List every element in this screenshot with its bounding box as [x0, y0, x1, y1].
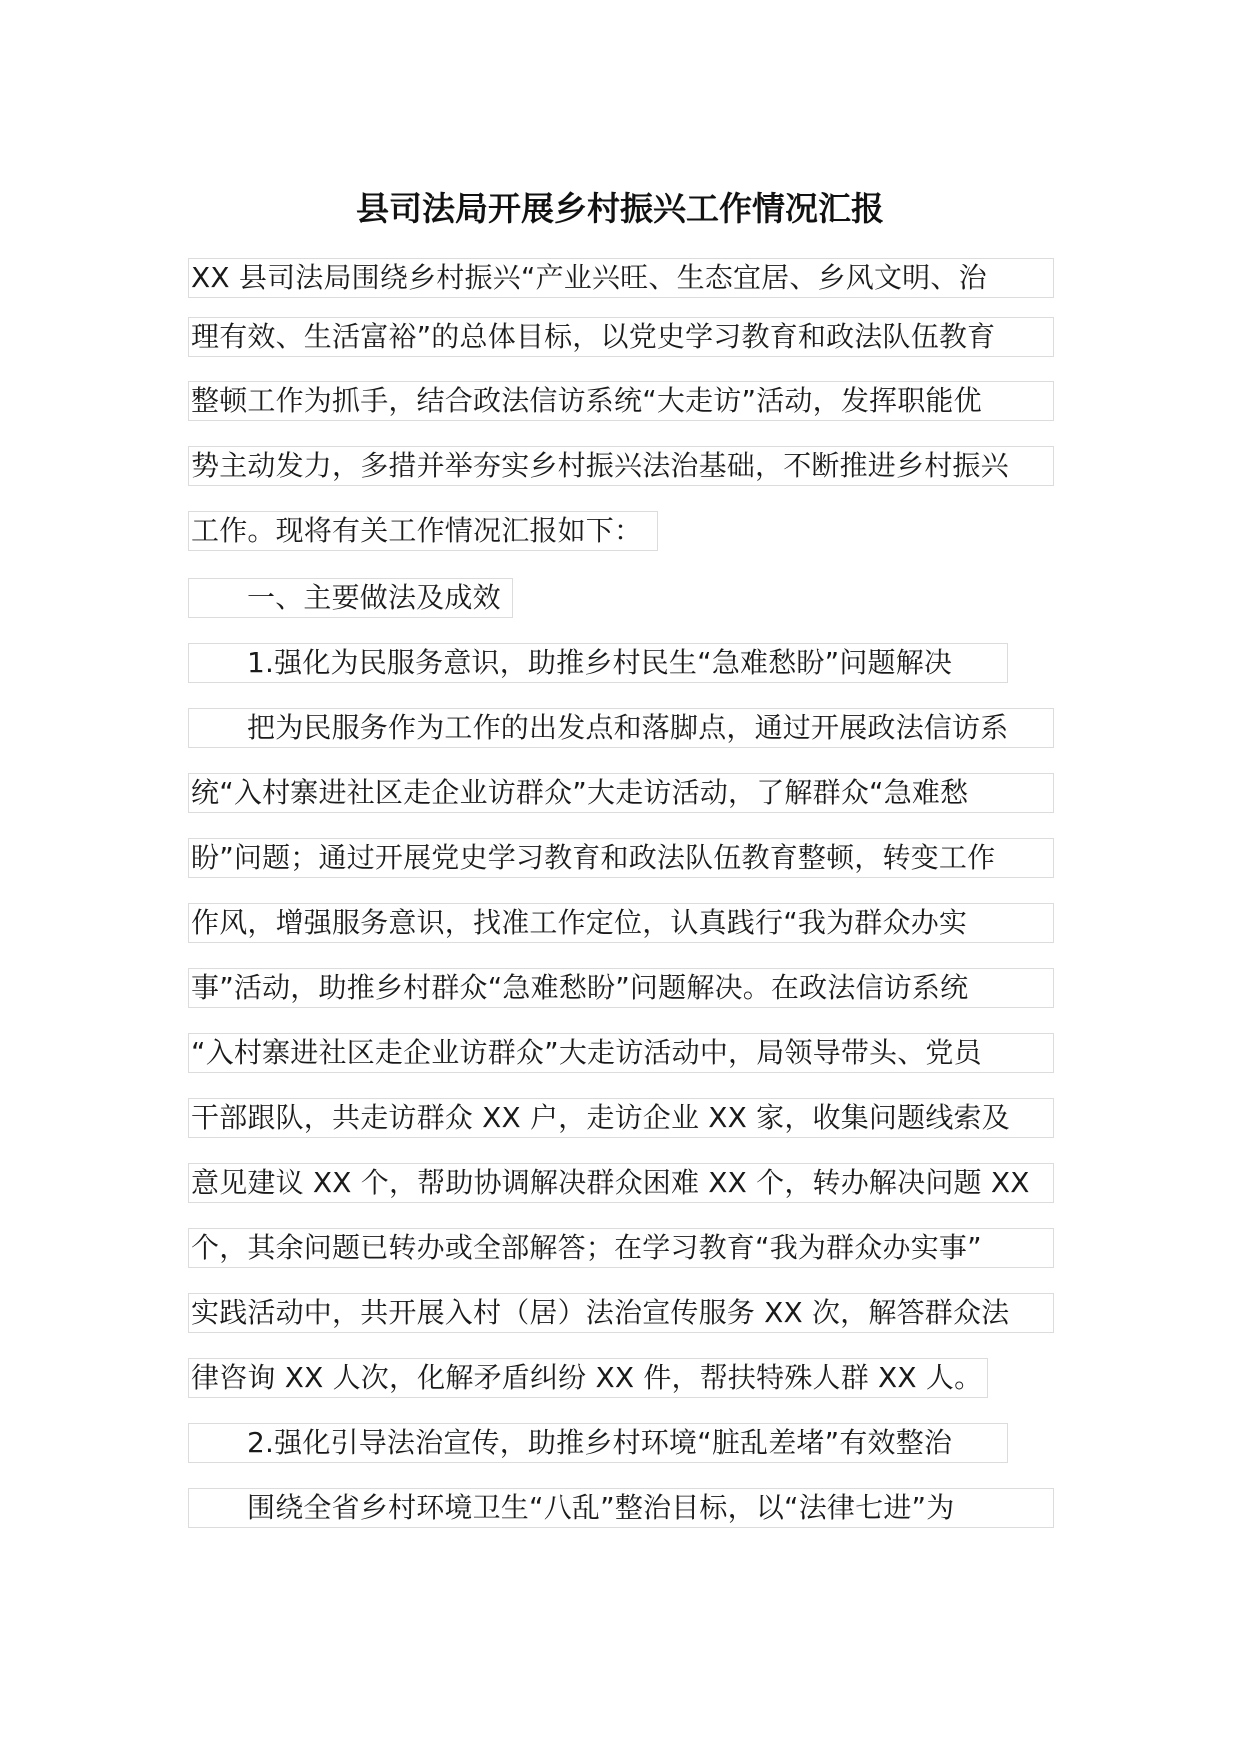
paragraph-line: 律咨询 XX 人次，化解矛盾纠纷 XX 件，帮扶特殊人群 XX 人。: [188, 1358, 988, 1398]
paragraph-line: 实践活动中，共开展入村（居）法治宣传服务 XX 次，解答群众法: [188, 1293, 1054, 1333]
paragraph-line: 事”活动，助推乡村群众“急难愁盼”问题解决。在政法信访系统: [188, 968, 1054, 1008]
paragraph-line: 干部跟队，共走访群众 XX 户，走访企业 XX 家，收集问题线索及: [188, 1098, 1054, 1138]
paragraph-line: 作风，增强服务意识，找准工作定位，认真践行“我为群众办实: [188, 903, 1054, 943]
paragraph-line: XX 县司法局围绕乡村振兴“产业兴旺、生态宜居、乡风文明、治: [188, 258, 1054, 298]
document-title: 县司法局开展乡村振兴工作情况汇报: [356, 189, 884, 228]
paragraph-line: 把为民服务作为工作的出发点和落脚点，通过开展政法信访系: [188, 708, 1054, 748]
section-heading: 一、主要做法及成效: [188, 578, 513, 618]
paragraph-line: 围绕全省乡村环境卫生“八乱”整治目标，以“法律七进”为: [188, 1488, 1054, 1528]
paragraph-line: 个，其余问题已转办或全部解答；在学习教育“我为群众办实事”: [188, 1228, 1054, 1268]
subsection-heading: 1.强化为民服务意识，助推乡村民生“急难愁盼”问题解决: [188, 643, 1008, 683]
paragraph-line: “入村寨进社区走企业访群众”大走访活动中，局领导带头、党员: [188, 1033, 1054, 1073]
paragraph-line: 理有效、生活富裕”的总体目标，以党史学习教育和政法队伍教育: [188, 317, 1054, 357]
paragraph-line: 工作。现将有关工作情况汇报如下：: [188, 511, 658, 551]
paragraph-line: 统“入村寨进社区走企业访群众”大走访活动，了解群众“急难愁: [188, 773, 1054, 813]
paragraph-line: 势主动发力，多措并举夯实乡村振兴法治基础，不断推进乡村振兴: [188, 446, 1054, 486]
paragraph-line: 整顿工作为抓手，结合政法信访系统“大走访”活动，发挥职能优: [188, 381, 1054, 421]
paragraph-line: 意见建议 XX 个，帮助协调解决群众困难 XX 个，转办解决问题 XX: [188, 1163, 1054, 1203]
paragraph-line: 盼”问题；通过开展党史学习教育和政法队伍教育整顿，转变工作: [188, 838, 1054, 878]
subsection-heading: 2.强化引导法治宣传，助推乡村环境“脏乱差堵”有效整治: [188, 1423, 1008, 1463]
